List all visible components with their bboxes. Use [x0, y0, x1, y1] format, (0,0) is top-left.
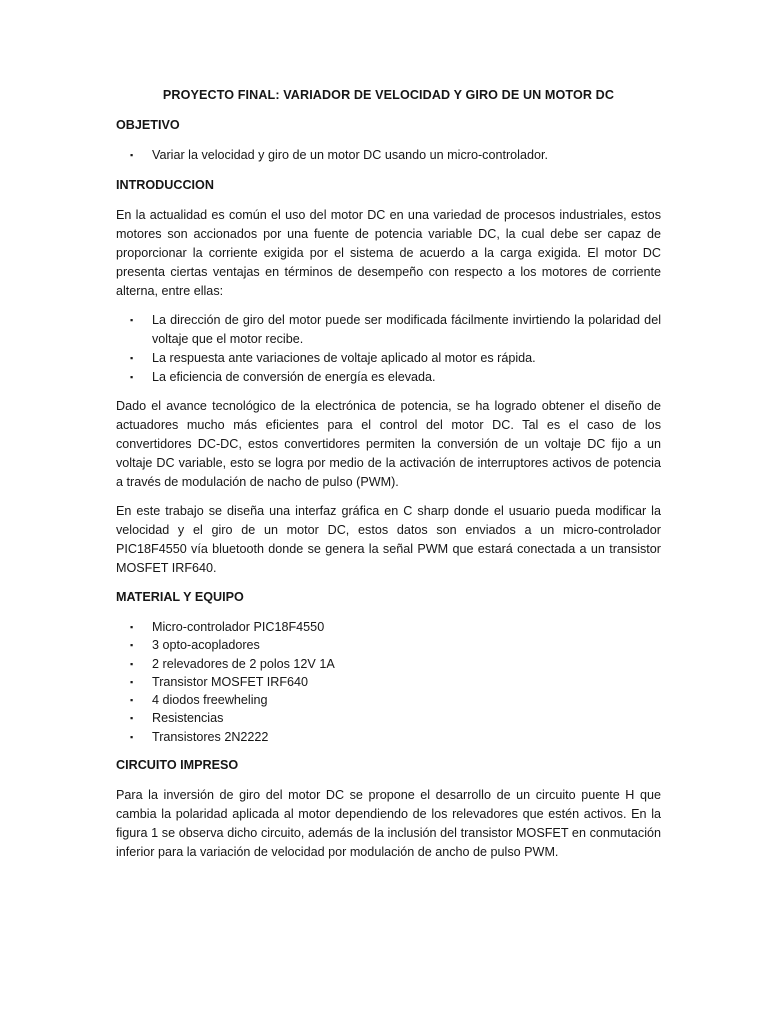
- list-item: [116, 728, 661, 746]
- square-bullet-icon: ▪: [130, 622, 134, 632]
- list-item: [116, 349, 661, 368]
- square-bullet-icon: ▪: [130, 315, 134, 325]
- list-item-text: 2 relevadores de 2 polos 12V 1A: [152, 656, 335, 671]
- list-item-text: La eficiencia de conversión de energía es elevada.: [152, 370, 436, 384]
- square-bullet-icon: ▪: [130, 731, 134, 742]
- document-title: PROYECTO FINAL: VARIADOR DE VELOCIDAD Y GIRO DE UN MOTOR DC: [162, 88, 615, 102]
- list-item: [116, 673, 661, 691]
- list-item: [116, 691, 661, 709]
- list-item-text: Transistor MOSFET IRF640: [152, 674, 309, 689]
- document-page: [116, 86, 661, 872]
- ventajas-bullet-list: [116, 311, 661, 387]
- introduccion-paragraph: En la actualidad es común el uso del motor DC en una variedad de procesos industriales, estos motores son accionados por una fuente de potencia variable DC, la cual debe ser capaz de proporcionar la corriente exigida por el sistema de acuerdo a la carga exigida. El motor DC presenta ciertas ventajas en términos de desempeño con respecto a los motores de corriente alterna, entre ellas:: [116, 208, 661, 298]
- list-item: [116, 709, 661, 727]
- square-bullet-icon: ▪: [130, 640, 134, 651]
- list-item: [116, 636, 661, 654]
- material-bullet-list: [116, 618, 661, 746]
- list-item-text: La respuesta ante variaciones de voltaje aplicado al motor es rápida.: [152, 351, 536, 365]
- list-item-text: 4 diodos freewheling: [152, 693, 268, 708]
- avance-paragraph: Dado el avance tecnológico de la electrónica de potencia, se ha logrado obtener el diseño de actuadores mucho más eficientes para el control del motor DC. Tal es el caso de los convertidores DC-DC, estos convertidores permiten la conversión de un voltaje DC fijo a un voltaje DC variable, esto se logra por medio de la activación de interruptores activos de potencia a través de modulación de nacho de pulso (PWM).: [116, 399, 661, 489]
- square-bullet-icon: ▪: [130, 372, 134, 382]
- list-item-text: Variar la velocidad y giro de un motor DC usando un micro-controlador.: [152, 148, 548, 162]
- list-item: [116, 618, 661, 636]
- section-heading-circuito: CIRCUITO IMPRESO: [116, 758, 239, 773]
- section-heading-material: MATERIAL Y EQUIPO: [116, 590, 244, 604]
- square-bullet-icon: ▪: [130, 713, 134, 724]
- circuito-paragraph: Para la inversión de giro del motor DC se propone el desarrollo de un circuito puente H que cambia la polaridad aplicada al motor dependiendo de los relevadores que estén activos. En la figura 1 se observa dicho circuito, además de la inclusión del transistor MOSFET en conmutación inferior para la variación de velocidad por modulación de ancho de pulso PWM.: [116, 788, 661, 860]
- square-bullet-icon: ▪: [130, 150, 134, 160]
- square-bullet-icon: ▪: [130, 695, 134, 706]
- square-bullet-icon: ▪: [130, 658, 134, 669]
- list-item-text: 3 opto-acopladores: [152, 638, 260, 653]
- list-item-text: Resistencias: [152, 711, 224, 726]
- list-item: [116, 311, 661, 349]
- section-heading-objetivo: OBJETIVO: [116, 118, 180, 132]
- list-item: [116, 368, 661, 387]
- trabajo-paragraph: En este trabajo se diseña una interfaz gráfica en C sharp donde el usuario pueda modificar la velocidad y el giro de un motor DC, estos datos son enviados a un micro-controlador PIC18F4550 vía bluetooth donde se genera la señal PWM que estará conectada a un transistor MOSFET IRF640.: [116, 504, 661, 575]
- list-item: [116, 655, 661, 673]
- list-item-text: La dirección de giro del motor puede ser modificada fácilmente invirtiendo la polaridad del voltaje que el motor recibe.: [152, 313, 661, 346]
- objetivo-bullet-list: [116, 146, 661, 165]
- square-bullet-icon: ▪: [130, 353, 134, 363]
- list-item: [116, 146, 661, 165]
- square-bullet-icon: ▪: [130, 676, 134, 687]
- list-item-text: Micro-controlador PIC18F4550: [152, 620, 325, 634]
- section-heading-introduccion: INTRODUCCION: [116, 178, 214, 192]
- list-item-text: Transistores 2N2222: [152, 729, 269, 744]
